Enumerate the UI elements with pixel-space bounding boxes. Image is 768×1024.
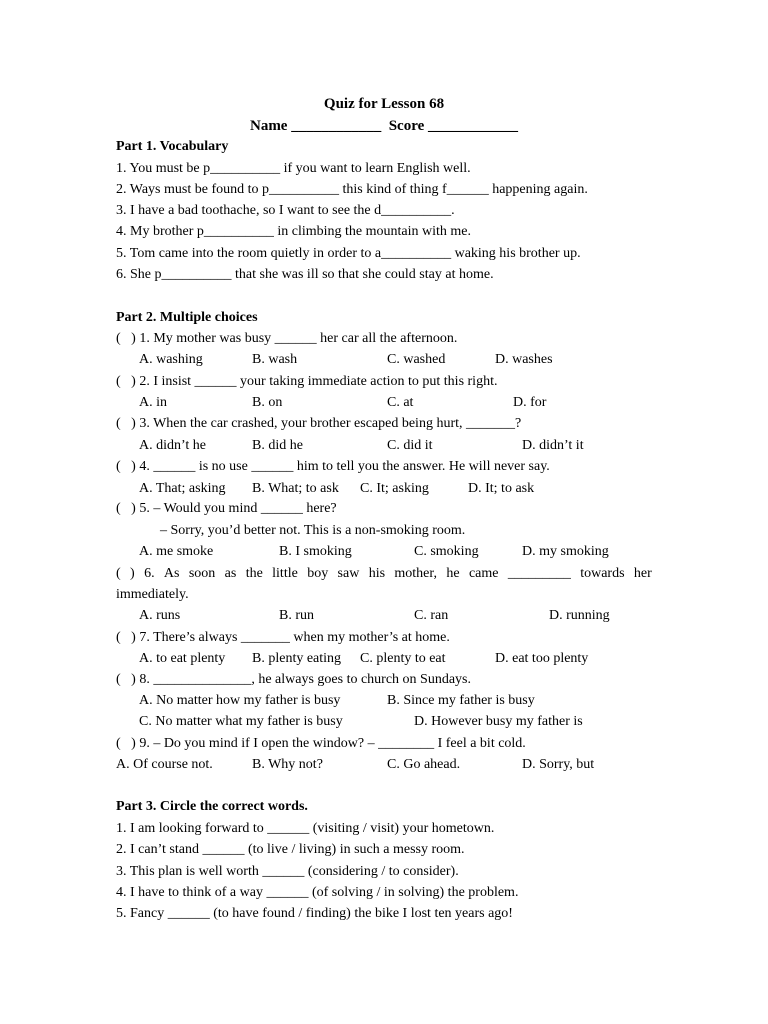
part1-item: 5. Tom came into the room quietly in order to a__________ waking his brother up.	[116, 246, 581, 261]
option-b: B. Why not?	[252, 757, 323, 772]
option-c: C. Go ahead.	[387, 757, 461, 772]
option-c: C. plenty to eat	[360, 651, 446, 666]
stem-word: came	[468, 566, 499, 581]
stem-word: soon	[188, 566, 216, 581]
option-b: B. wash	[252, 352, 298, 367]
option-c: C. No matter what my father is busy	[139, 714, 343, 729]
option-c: C. It; asking	[360, 481, 429, 496]
option-b: B. run	[279, 608, 314, 623]
option-b: B. What; to ask	[252, 481, 339, 496]
option-a: A. runs	[139, 608, 181, 623]
option-d: D. washes	[495, 352, 553, 367]
option-a: A. in	[139, 395, 167, 410]
option-d: D. It; to ask	[468, 481, 535, 496]
option-c: C. at	[387, 395, 414, 410]
option-c: C. washed	[387, 352, 446, 367]
question-stem: ( ) 5. – Would you mind ______ here?	[116, 501, 337, 516]
option-d: D. my smoking	[522, 544, 609, 559]
option-d: D. However busy my father is	[414, 714, 583, 729]
stem-word: her	[633, 566, 652, 581]
part3-item: 4. I have to think of a way ______ (of solving / in solving) the problem.	[116, 885, 519, 900]
question-stem-justified	[116, 565, 652, 583]
question-stem: ( ) 3. When the car crashed, your brother escaped being hurt, _______?	[116, 416, 522, 431]
question-stem: ( ) 1. My mother was busy ______ her car all the afternoon.	[116, 331, 458, 346]
stem-word: )	[130, 566, 135, 581]
stem-word: as	[224, 566, 237, 581]
option-c: C. did it	[387, 438, 433, 453]
part1-heading: Part 1. Vocabulary	[116, 139, 229, 154]
stem-word: boy	[307, 566, 329, 581]
part3-item: 5. Fancy ______ (to have found / finding) the bike I lost ten years ago!	[116, 906, 513, 921]
question-stem: ( ) 2. I insist ______ your taking immediate action to put this right.	[116, 374, 498, 389]
option-c: C. ran	[414, 608, 449, 623]
stem-word: little	[272, 566, 298, 581]
stem-word: (	[116, 566, 121, 581]
option-d: D. Sorry, but	[522, 757, 595, 772]
option-b: B. on	[252, 395, 283, 410]
option-a: A. No matter how my father is busy	[139, 693, 341, 708]
name-score-line: Name ____________ Score ____________	[249, 118, 519, 134]
stem-word: _________	[507, 566, 571, 581]
option-d: D. eat too plenty	[495, 651, 589, 666]
option-a: A. me smoke	[139, 544, 214, 559]
stem-word: As	[163, 566, 180, 581]
question-stem-continued: immediately.	[116, 587, 189, 602]
option-a: A. That; asking	[139, 481, 226, 496]
option-a: A. washing	[139, 352, 203, 367]
option-b: B. did he	[252, 438, 303, 453]
quiz-title: Quiz for Lesson 68	[323, 96, 445, 112]
part3-item: 3. This plan is well worth ______ (considering / to consider).	[116, 864, 459, 879]
part1-item: 1. You must be p__________ if you want to learn English well.	[116, 161, 471, 176]
part3-item: 2. I can’t stand ______ (to live / living) in such a messy room.	[116, 842, 465, 857]
question-stem: ( ) 8. ______________, he always goes to church on Sundays.	[116, 672, 472, 687]
option-c: C. smoking	[414, 544, 479, 559]
question-stem: ( ) 7. There’s always _______ when my mother’s at home.	[116, 630, 450, 645]
part1-item: 2. Ways must be found to p__________ this kind of thing f______ happening again.	[116, 182, 588, 197]
question-reply: – Sorry, you’d better not. This is a non-smoking room.	[160, 523, 466, 538]
option-d: D. for	[513, 395, 547, 410]
part1-item: 3. I have a bad toothache, so I want to see the d__________.	[116, 203, 455, 218]
option-a: A. to eat plenty	[139, 651, 226, 666]
stem-word: 6.	[144, 566, 155, 581]
stem-word: he	[446, 566, 460, 581]
part2-heading: Part 2. Multiple choices	[116, 310, 258, 325]
option-a: A. didn’t he	[139, 438, 207, 453]
option-b: B. plenty eating	[252, 651, 342, 666]
stem-word: the	[245, 566, 263, 581]
option-b: B. I smoking	[279, 544, 352, 559]
question-stem: ( ) 4. ______ is no use ______ him to tell you the answer. He will never say.	[116, 459, 550, 474]
stem-word: towards	[580, 566, 625, 581]
stem-word: mother,	[394, 566, 437, 581]
part3-item: 1. I am looking forward to ______ (visiting / visit) your hometown.	[116, 821, 495, 836]
option-a: A. Of course not.	[116, 757, 213, 772]
stem-word: his	[368, 566, 386, 581]
option-b: B. Since my father is busy	[387, 693, 535, 708]
question-stem: ( ) 9. – Do you mind if I open the window? – ________ I feel a bit cold.	[116, 736, 526, 751]
part1-item: 6. She p__________ that she was ill so that she could stay at home.	[116, 267, 494, 282]
option-d: D. didn’t it	[522, 438, 584, 453]
part3-heading: Part 3. Circle the correct words.	[116, 799, 308, 814]
stem-word: saw	[337, 566, 360, 581]
option-d: D. running	[549, 608, 610, 623]
part1-item: 4. My brother p__________ in climbing the mountain with me.	[116, 224, 472, 239]
